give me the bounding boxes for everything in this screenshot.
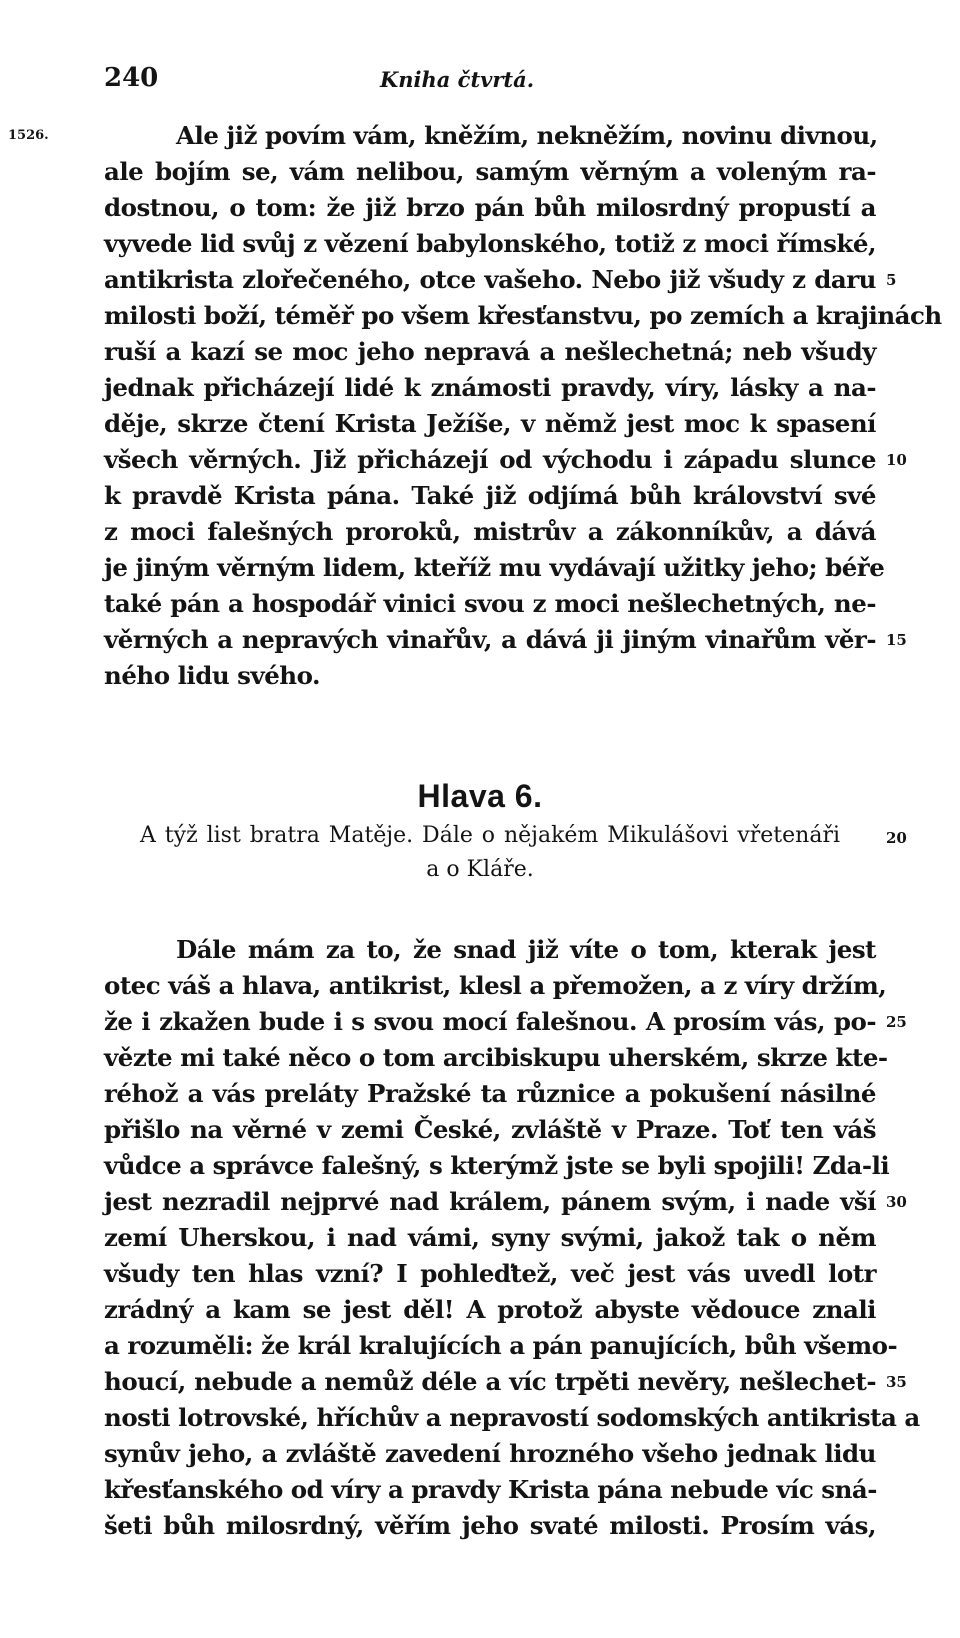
text-line: z moci falešných proroků, mistrův a zákonníkův, a dává bbox=[104, 517, 876, 546]
line-number: 35 bbox=[886, 1373, 907, 1391]
text-line: že i zkažen bude i s svou mocí falešnou. A prosím vás, po- bbox=[104, 1007, 876, 1036]
page-number: 240 bbox=[104, 63, 159, 93]
text-line: dostnou, o tom: že již brzo pán bůh milosrdný propustí a bbox=[104, 193, 876, 222]
text-line: ného lidu svého. bbox=[104, 661, 321, 690]
text-line: Dále mám za to, že snad již víte o tom, kterak jest bbox=[176, 935, 876, 964]
text-line: děje, skrze čtení Krista Ježíše, v němž jest moc k spasení bbox=[104, 409, 876, 438]
chapter-title: Hlava 6. bbox=[417, 778, 543, 814]
text-line: Ale již povím vám, kněžím, nekněžím, novinu divnou, bbox=[176, 121, 878, 150]
chapter-subtitle: A týž list bratra Matěje. Dále o nějakém Mikulášovi vřetenáři bbox=[140, 823, 840, 848]
text-line: křesťanského od víry a pravdy Krista pána nebude víc sná- bbox=[104, 1475, 877, 1504]
text-line: houcí, nebude a nemůž déle a víc trpěti nevěry, nešlechet- bbox=[104, 1367, 876, 1396]
line-number: 30 bbox=[886, 1193, 907, 1211]
text-line: vězte mi také něco o tom arcibiskupu uherském, skrze kte- bbox=[104, 1043, 888, 1072]
line-number: 10 bbox=[886, 451, 907, 469]
margin-year: 1526. bbox=[8, 128, 49, 143]
text-line: je jiným věrným lidem, kteříž mu vydávají užitky jeho; béře bbox=[104, 553, 885, 582]
line-number: 5 bbox=[886, 271, 897, 289]
running-head bbox=[0, 60, 960, 100]
text-line: jest nezradil nejprvé nad králem, pánem svým, i nade vší bbox=[104, 1187, 876, 1216]
text-line: otec váš a hlava, antikrist, klesl a přemožen, a z víry držím, bbox=[104, 971, 887, 1000]
text-line: antikrista zlořečeného, otce vašeho. Nebo již všudy z daru bbox=[104, 265, 876, 294]
text-line: vyvede lid svůj z vězení babylonského, totiž z moci římské, bbox=[104, 229, 876, 258]
text-line: ruší a kazí se moc jeho nepravá a nešlechetná; neb všudy bbox=[104, 337, 876, 366]
text-line: všudy ten hlas vzní? I pohleďtež, več jest vás uvedl lotr bbox=[104, 1259, 876, 1288]
text-line: synův jeho, a zvláště zavedení hrozného všeho jednak lidu bbox=[104, 1439, 876, 1468]
text-line: ale bojím se, vám nelibou, samým věrným a voleným ra- bbox=[104, 157, 876, 186]
text-line: přišlo na věrné v zemi České, zvláště v Praze. Toť ten váš bbox=[104, 1115, 876, 1144]
text-line: zrádný a kam se jest děl! A protož abyste vědouce znali bbox=[104, 1295, 876, 1324]
chapter-subtitle: a o Kláře. bbox=[426, 857, 534, 882]
text-line: zemí Uherskou, i nad vámi, syny svými, jakož tak o něm bbox=[104, 1223, 876, 1252]
text-line: také pán a hospodář vinici svou z moci nešlechetných, ne- bbox=[104, 589, 876, 618]
text-line: k pravdě Krista pána. Také již odjímá bůh království své bbox=[104, 481, 876, 510]
text-line: šeti bůh milosrdný, věřím jeho svaté milosti. Prosím vás, bbox=[104, 1511, 876, 1540]
text-line: milosti boží, téměř po všem křesťanstvu, po zemích a krajinách bbox=[104, 301, 942, 330]
text-line: věrných a nepravých vinařův, a dává ji jiným vinařům věr- bbox=[104, 625, 876, 654]
text-line: všech věrných. Již přicházejí od východu i západu slunce bbox=[104, 445, 876, 474]
line-number: 25 bbox=[886, 1013, 907, 1031]
line-number: 15 bbox=[886, 631, 907, 649]
text-line: vůdce a správce falešný, s kterýmž jste se byli spojili! Zda-li bbox=[104, 1151, 890, 1180]
text-line: nosti lotrovské, hříchův a nepravostí sodomských antikrista a bbox=[104, 1403, 920, 1432]
text-line: a rozuměli: že král kralujících a pán panujících, bůh všemo- bbox=[104, 1331, 898, 1360]
running-title: Kniha čtvrtá. bbox=[380, 67, 535, 92]
text-line: jednak přicházejí lidé k známosti pravdy, víry, lásky a na- bbox=[104, 373, 876, 402]
text-line: réhož a vás preláty Pražské ta různice a pokušení násilné bbox=[104, 1079, 876, 1108]
line-number: 20 bbox=[886, 829, 907, 847]
